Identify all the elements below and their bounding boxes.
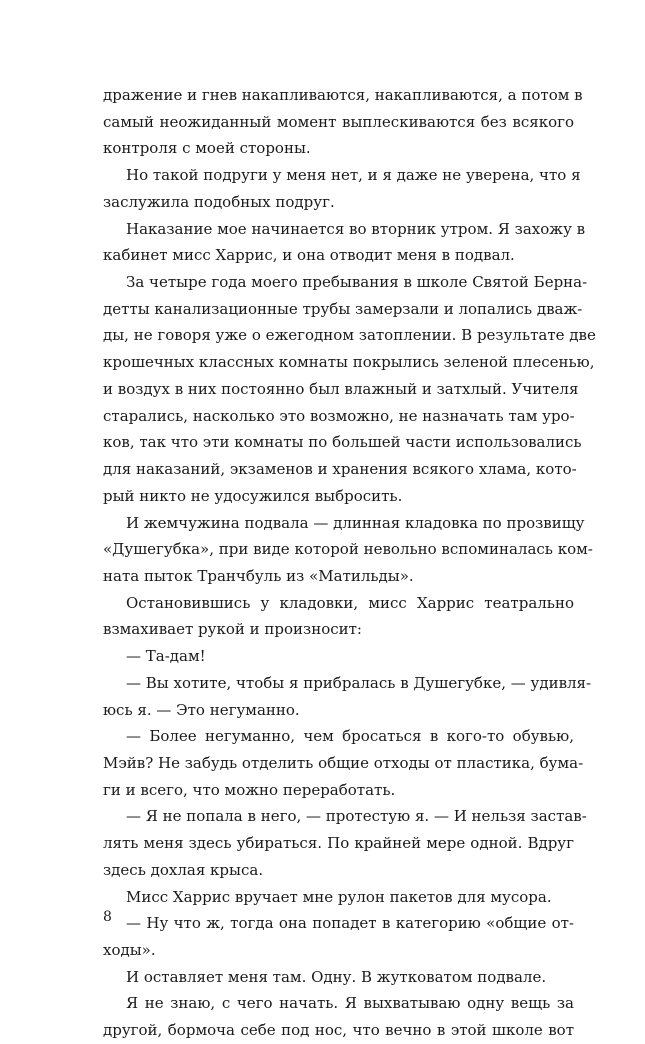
text-line: здесь дохлая крыса. [103,860,264,879]
text-line: самый неожиданный момент выплескиваются без всякого [103,112,574,131]
text-line: «Душегубка», при виде которой невольно вспоминалась ком- [103,540,593,559]
text-line: И жемчужина подвала — длинная кладовка по прозвищу [126,513,585,532]
page-text-body [103,82,596,1044]
text-line: — Вы хотите, чтобы я прибралась в Душегубке, — удивля- [126,673,592,692]
text-line: Я не знаю, с чего начать. Я выхватываю одну вещь за [126,994,574,1013]
text-line: Но такой подруги у меня нет, и я даже не уверена, что я [126,166,581,185]
text-line: ната пыток Транчбуль из «Матильды». [103,566,414,585]
text-line: — Та-дам! [126,647,206,666]
text-line: ходы». [103,941,156,959]
text-line: — Более негуманно, чем бросаться в кого-то обувью, [126,727,574,746]
text-line: кабинет мисс Харрис, и она отводит меня в подвал. [103,246,515,265]
text-line: Мэйв? Не забудь отделить общие отходы от пластика, бума- [103,753,584,772]
text-line: ды, не говоря уже о ежегодном затоплении. В результате две [103,326,596,345]
text-line: Наказание мое начинается во вторник утром. Я захожу в [126,219,586,238]
text-line: лять меня здесь убираться. По крайней мере одной. Вдруг [103,834,574,853]
text-line: Мисс Харрис вручает мне рулон пакетов для мусора. [126,887,552,906]
text-line: рый никто не удосужился выбросить. [103,486,403,505]
text-line: взмахивает рукой и произносит: [103,620,362,639]
text-line: юсь я. — Это негуманно. [103,700,300,719]
text-line: для наказаний, экзаменов и хранения всякого хлама, кото- [103,460,577,479]
text-line: — Ну что ж, тогда она попадет в категорию «общие от- [126,914,574,933]
text-line: За четыре года моего пребывания в школе Святой Берна- [126,273,588,292]
text-line: другой, бормоча себе под нос, что вечно в этой школе вот [103,1021,574,1040]
text-line: Остановившись у кладовки, мисс Харрис театрально [126,593,574,612]
text-line: старались, насколько это возможно, не назначать там уро- [103,406,575,425]
text-line: ги и всего, что можно переработать. [103,780,396,799]
text-line: и воздух в них постоянно был влажный и затхлый. Учителя [103,379,579,398]
text-line: крошечных классных комнаты покрылись зеленой плесенью, [103,353,595,372]
text-line: И оставляет меня там. Одну. В жутковатом подвале. [126,967,547,986]
text-line: — Я не попала в него, — протестую я. — И нельзя застав- [126,807,587,826]
page-number: 8 [103,909,112,925]
text-line: дражение и гнев накапливаются, накапливаются, а потом в [103,86,583,104]
text-line: контроля с моей стороны. [103,139,311,158]
text-line: детты канализационные трубы замерзали и лопались дваж- [103,299,583,318]
text-line: ков, так что эти комнаты по большей части использовались [103,433,582,452]
text-line: заслужила подобных подруг. [103,192,335,211]
